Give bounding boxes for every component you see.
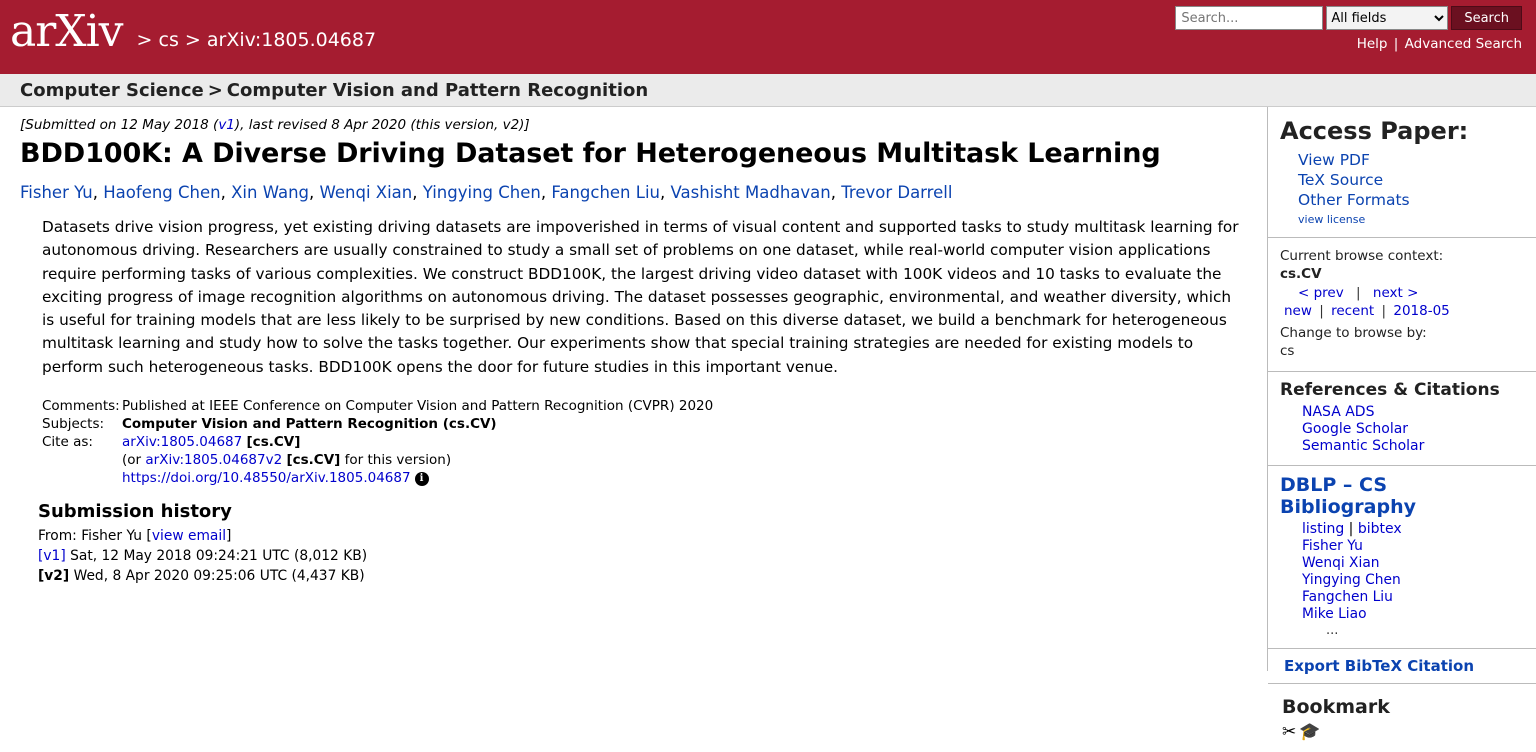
search-scope-select[interactable] [1326,6,1448,30]
breadcrumb-sep-2: > [184,29,201,51]
cite-as-label: Cite as: [42,433,93,450]
author-link[interactable]: Vashisht Madhavan [670,183,831,202]
nav-separator: | [1356,285,1361,301]
subject-primary: Computer Science [20,79,204,101]
paper-metadata-table [42,397,713,487]
dblp-author-link[interactable]: Wenqi Xian [1302,555,1380,571]
browse-prev-next-row [1298,285,1524,301]
breadcrumb-arxiv-id: arXiv:1805.04687 [206,29,377,51]
dblp-author-link[interactable]: Fisher Yu [1302,538,1363,554]
cite-as-value [122,433,713,451]
export-bibtex-section [1268,649,1536,684]
from-label: From: Fisher Yu [ [38,527,152,544]
view-pdf-link[interactable]: View PDF [1298,151,1370,169]
comments-label: Comments: [42,397,120,414]
main-content [0,107,1267,671]
version-v2-tag: [v2] [38,567,70,584]
dblp-links-row [1302,521,1524,537]
sidebar [1267,107,1536,742]
table-row [42,451,713,469]
references-links [1280,404,1524,454]
browse-context-label: Current browse context: [1280,248,1444,264]
browse-context-value: cs.CV [1280,266,1322,282]
references-heading: References & Citations [1280,380,1500,400]
view-license-link[interactable]: view license [1298,213,1366,226]
semantic-scholar-link[interactable]: Semantic Scholar [1302,438,1425,454]
dblp-author-link[interactable]: Fangchen Liu [1302,589,1393,605]
doi-label [42,469,122,487]
cite-as-tag: [cs.CV] [246,433,301,450]
doi-link[interactable]: https://doi.org/10.48550/arXiv.1805.04687 [122,469,411,486]
mendeley-icon[interactable]: 🎓 [1299,722,1324,742]
page-title: BDD100K: A Diverse Driving Dataset for Heterogeneous Multitask Learning [20,138,1161,169]
version-link[interactable]: arXiv:1805.04687v2 [145,451,283,468]
dblp-section [1268,466,1536,649]
other-formats-link[interactable]: Other Formats [1298,191,1410,209]
arxiv-logo-text: arXiv [10,6,123,57]
table-row [42,397,713,415]
submission-dateline [20,117,1247,133]
dblp-author-link[interactable]: Mike Liao [1302,606,1367,622]
dblp-separator: | [1348,521,1354,537]
subjects-label: Subjects: [42,415,105,432]
new-link[interactable]: new [1284,303,1312,319]
dateline-suffix: ), last revised 8 Apr 2020 (this version, v2)] [234,117,530,133]
tex-source-link[interactable]: TeX Source [1298,171,1384,189]
cite-as-link[interactable]: arXiv:1805.04687 [122,433,243,450]
access-paper-title: Access Paper: [1280,117,1469,145]
author-list: Fisher Yu, Haofeng Chen, Xin Wang, Wenqi Xian, Yingying Chen, Fangchen Liu, Vashisht Madhavan, Trevor Darrell [20,183,953,202]
bibsonomy-icon[interactable]: ✂ [1282,722,1300,742]
from-close: ] [226,527,232,544]
advanced-search-link[interactable]: Advanced Search [1404,36,1522,52]
list-item [38,546,1247,566]
dblp-title-main: DBLP [1280,474,1337,496]
dblp-title-dash: – [1342,474,1353,496]
bookmark-icons [1282,722,1524,742]
logo-area [0,0,377,57]
doi-value [122,469,713,487]
subject-bar [0,74,1536,107]
site-header [0,0,1536,74]
author-link[interactable]: Yingying Chen [422,183,541,202]
author-link[interactable]: Xin Wang [231,183,310,202]
info-icon[interactable]: i [415,472,429,486]
help-row [1175,36,1522,52]
help-separator: | [1393,36,1399,52]
dblp-more-indicator[interactable]: ... [1326,623,1339,638]
breadcrumb-cs-link[interactable]: cs [158,29,179,51]
abstract-text: Datasets drive vision progress, yet existing driving datasets are impoverished in terms of visual content and supported tasks to study multitask learning for autonomous driving. Researchers are usually constrained to study a small set of problems on one dataset, while real-world computer vision applications require performing tasks of various complexities. We construct BDD100K, the largest driving video dataset with 100K videos and 10 tasks to evaluate the exciting progress of image recognition algorithms on autonomous driving. The dataset possesses geographic, environmental, and weather diversity, which is useful for training models that are less likely to be surprised by new conditions. Based on this diverse dataset, we build a benchmark for heterogeneous multitask learning and study how to solve the tasks together. Our experiments show that special training strategies are needed for existing models to perform such heterogeneous tasks. BDD100K opens the door for future studies in this important venue. [42,218,1239,376]
version-label [42,451,122,469]
page-body [0,107,1536,742]
search-button[interactable]: Search [1451,6,1522,30]
dateline-prefix: [Submitted on 12 May 2018 ( [20,117,219,133]
author-link[interactable]: Haofeng Chen [103,183,221,202]
prev-link[interactable]: < prev [1298,285,1344,301]
breadcrumb-sep-1: > [136,29,153,51]
bookmark-title: Bookmark [1282,696,1390,718]
change-browse-label: Change to browse by: [1280,325,1427,341]
dateline-v1-link[interactable]: v1 [218,117,235,133]
version-v1-text: Sat, 12 May 2018 09:24:21 UTC (8,012 KB) [70,547,368,564]
access-paper-links [1280,151,1524,209]
table-row [42,433,713,451]
submission-history-heading: Submission history [38,500,232,522]
references-citations-section [1268,372,1536,466]
search-input[interactable] [1175,6,1323,30]
browse-new-recent-row [1284,303,1524,319]
author-link[interactable]: Wenqi Xian [319,183,413,202]
view-email-link[interactable]: view email [151,527,227,544]
submission-history [38,526,1247,586]
subject-separator: > [207,79,223,101]
dblp-title-rest: CS Bibliography [1280,474,1416,518]
author-link[interactable]: Fangchen Liu [551,183,660,202]
table-row [42,415,713,433]
search-block [1175,6,1522,52]
dblp-author-link[interactable]: Yingying Chen [1302,572,1401,588]
dblp-author-list [1280,538,1524,622]
arxiv-logo[interactable] [10,6,123,57]
browse-context-section [1268,238,1536,372]
change-browse-cs-link[interactable]: cs [1280,343,1295,359]
version-prefix: (or [122,451,142,468]
help-link[interactable]: Help [1356,36,1388,52]
author-link[interactable]: Fisher Yu [20,183,93,202]
nav-separator: | [1319,303,1324,319]
recent-link[interactable]: recent [1331,303,1375,319]
version-value [122,451,713,469]
access-paper-section [1268,107,1536,238]
bookmark-section [1268,684,1536,752]
month-link[interactable]: 2018-05 [1393,303,1450,319]
submission-from-line [38,526,1247,546]
breadcrumb [123,31,377,54]
version-suffix: for this version) [344,451,452,468]
nasa-ads-link[interactable]: NASA ADS [1302,404,1375,420]
comments-value: Published at IEEE Conference on Computer Vision and Pattern Recognition (CVPR) 2020 [122,397,714,414]
version-tag: [cs.CV] [286,451,341,468]
dblp-listing-link[interactable]: listing [1302,521,1345,537]
export-bibtex-link[interactable]: Export BibTeX Citation [1284,657,1475,675]
version-v2-text: Wed, 8 Apr 2020 09:25:06 UTC (4,437 KB) [73,567,365,584]
nav-separator: | [1381,303,1387,319]
version-v1-link[interactable]: [v1] [38,547,66,564]
subjects-value: Computer Vision and Pattern Recognition (cs.CV) [122,415,497,432]
subject-secondary: Computer Vision and Pattern Recognition [226,79,649,101]
search-row [1175,6,1522,30]
list-item [38,566,1247,586]
google-scholar-link[interactable]: Google Scholar [1302,421,1409,437]
author-link[interactable]: Trevor Darrell [841,183,953,202]
dblp-bibtex-link[interactable]: bibtex [1357,521,1402,537]
next-link[interactable]: next > [1372,285,1419,301]
table-row [42,469,713,487]
dblp-heading [1280,474,1524,518]
